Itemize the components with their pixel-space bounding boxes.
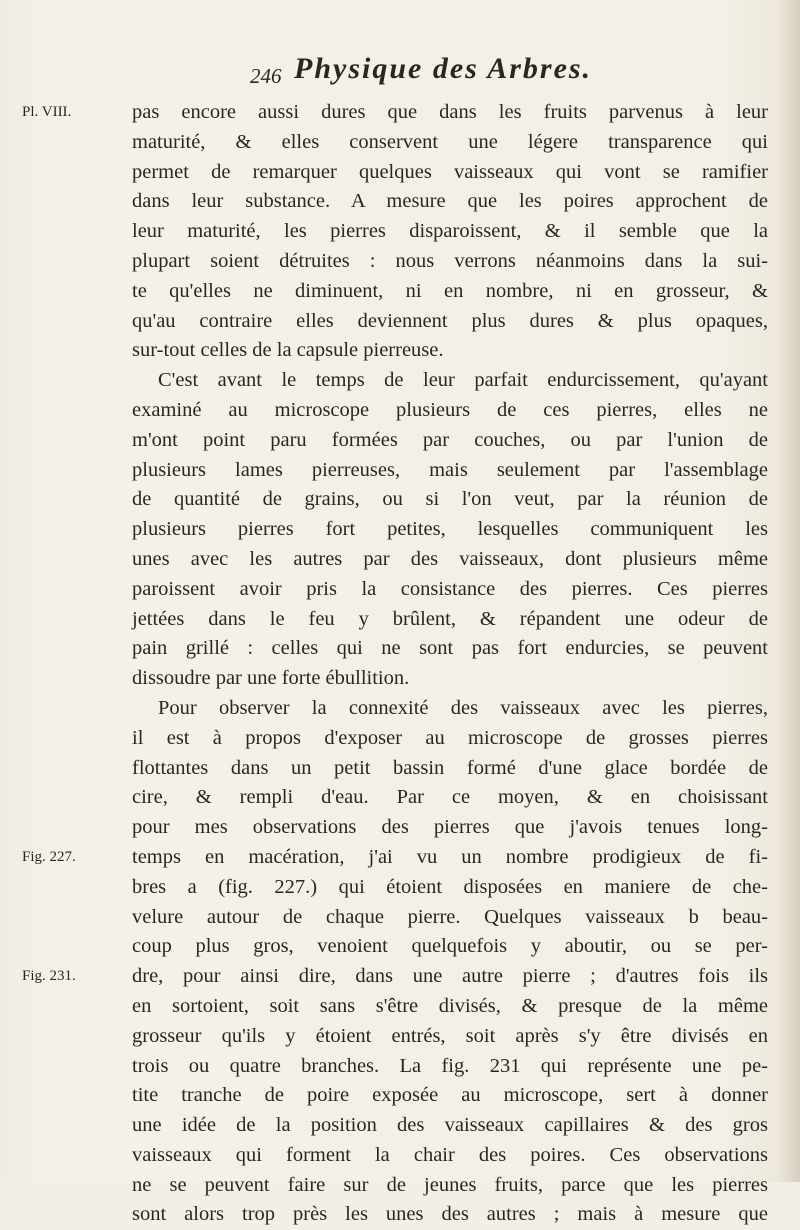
text-line: paroissent avoir pris la consistance des pierres. Ces pierres bbox=[132, 577, 768, 600]
text-line: plusieurs lames pierreuses, mais seulement par l'assemblage bbox=[132, 458, 768, 481]
text-line: dans leur substance. A mesure que les poires approchent de bbox=[132, 190, 768, 213]
text-line: sont alors trop près les unes des autres ; mais à mesure que bbox=[132, 1203, 768, 1226]
page-number: 246 bbox=[250, 64, 282, 88]
text-line: en sortoient, soit sans s'être divisés, & presque de la même bbox=[132, 994, 768, 1017]
text-line: trois ou quatre branches. La fig. 231 qui représente une pe- bbox=[132, 1054, 768, 1077]
text-line: dre, pour ainsi dire, dans une autre pierre ; d'autres fois ils bbox=[132, 965, 768, 988]
text-line: pour mes observations des pierres que j'avois tenues long- bbox=[132, 816, 768, 839]
text-line: tite tranche de poire exposée au microscope, sert à donner bbox=[132, 1084, 768, 1107]
body-text bbox=[132, 98, 768, 1230]
margin-note: Fig. 227. bbox=[22, 849, 76, 865]
text-line: vaisseaux qui forment la chair des poires. Ces observations bbox=[132, 1143, 768, 1166]
text-line: te qu'elles ne diminuent, ni en nombre, ni en grosseur, & bbox=[132, 279, 768, 302]
running-title: Physique des Arbres. bbox=[294, 52, 593, 85]
margin-note: Pl. VIII. bbox=[22, 104, 72, 120]
text-line: dissoudre par une forte ébullition. bbox=[132, 667, 410, 690]
text-line: m'ont point paru formées par couches, ou par l'union de bbox=[132, 428, 768, 451]
text-line: permet de remarquer quelques vaisseaux qui vont se ramifier bbox=[132, 160, 768, 183]
text-line: grosseur qu'ils y étoient entrés, soit après s'y être divisés en bbox=[132, 1024, 768, 1047]
text-line: temps en macération, j'ai vu un nombre prodigieux de fi- bbox=[132, 845, 768, 868]
text-line: C'est avant le temps de leur parfait endurcissement, qu'ayant bbox=[158, 369, 768, 392]
text-line: coup plus gros, venoient quelquefois y aboutir, ou se per- bbox=[132, 935, 768, 958]
margin-note: Fig. 231. bbox=[22, 968, 76, 985]
text-line: Pour observer la connexité des vaisseaux avec les pierres, bbox=[158, 696, 768, 719]
text-line: examiné au microscope plusieurs de ces pierres, elles ne bbox=[132, 398, 768, 421]
text-line: unes avec les autres par des vaisseaux, dont plusieurs même bbox=[132, 547, 768, 570]
text-line: leur maturité, les pierres disparoissent, & il semble que la bbox=[132, 220, 768, 243]
text-line: jettées dans le feu y brûlent, & répandent une odeur de bbox=[132, 607, 768, 630]
text-line: ne se peuvent faire sur de jeunes fruits, parce que les pierres bbox=[132, 1173, 768, 1196]
page-header bbox=[250, 48, 720, 92]
text-line: maturité, & elles conservent une légere transparence qui bbox=[132, 130, 768, 153]
text-line: sur-tout celles de la capsule pierreuse. bbox=[132, 339, 444, 362]
text-line: plupart soient détruites : nous verrons néanmoins dans la sui- bbox=[132, 249, 768, 272]
text-line: velure autour de chaque pierre. Quelques vaisseaux b beau- bbox=[132, 905, 768, 928]
text-line: une idée de la position des vaisseaux capillaires & des gros bbox=[132, 1114, 768, 1137]
text-line: plusieurs pierres fort petites, lesquelles communiquent les bbox=[132, 518, 768, 541]
text-line: pain grillé : celles qui ne sont pas fort endurcies, se peuvent bbox=[132, 637, 768, 660]
page-edge-shadow bbox=[778, 0, 800, 1182]
text-line: il est à propos d'exposer au microscope de grosses pierres bbox=[132, 726, 768, 749]
text-line: bres a (fig. 227.) qui étoient disposées en maniere de che- bbox=[132, 875, 768, 898]
text-line: cire, & rempli d'eau. Par ce moyen, & en choisissant bbox=[132, 786, 768, 809]
text-line: pas encore aussi dures que dans les fruits parvenus à leur bbox=[132, 101, 768, 123]
text-line: de quantité de grains, ou si l'on veut, par la réunion de bbox=[132, 488, 768, 511]
text-line: qu'au contraire elles deviennent plus dures & plus opaques, bbox=[132, 309, 768, 332]
text-line: flottantes dans un petit bassin formé d'une glace bordée de bbox=[132, 756, 768, 779]
